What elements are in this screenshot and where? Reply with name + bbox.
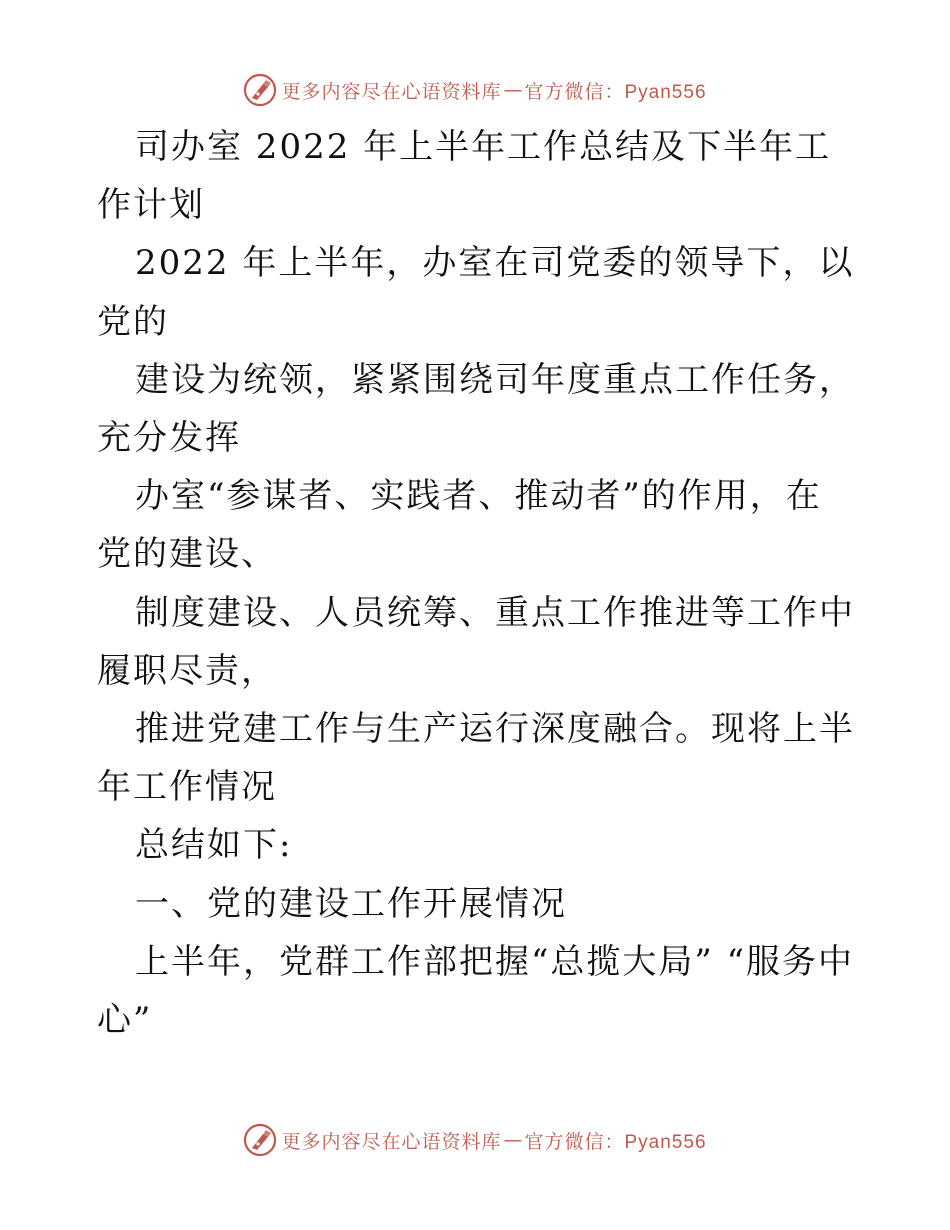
watermark-text: 更多内容尽在心语资料库 xyxy=(281,80,502,103)
paragraph: 2022 年上半年，办室在司党委的领导下，以党的 xyxy=(97,243,855,342)
pen-nib-logo-icon xyxy=(243,1123,277,1157)
section-heading: 一、党的建设工作开展情况 xyxy=(135,883,567,924)
watermark-suffix: 官方微信：Pyan556 xyxy=(524,1131,707,1153)
paragraph: 制度建设、人员统筹、重点工作推进等工作中履职尽责， xyxy=(97,592,855,691)
watermark-separator: — xyxy=(503,1129,523,1151)
paragraph: 上半年，党群工作部把握“总揽大局” “服务中心” xyxy=(97,941,854,1041)
paragraph: 办室“参谋者、实践者、推动者”的作用，在党的建设、 xyxy=(97,476,822,575)
watermark-separator: — xyxy=(503,79,523,101)
paragraph: 推进党建工作与生产运行深度融合。现将上半年工作情况 xyxy=(97,709,855,808)
header-watermark xyxy=(0,70,950,110)
doc-title: 司办室 2022 年上半年工作总结及下半年工作计划 xyxy=(97,127,832,226)
pen-nib-logo-icon xyxy=(243,73,277,107)
paragraph: 总结如下: xyxy=(135,825,293,866)
paragraph: 建设为统领，紧紧围绕司年度重点工作任务，充分发挥 xyxy=(97,359,855,459)
watermark-text: 更多内容尽在心语资料库 xyxy=(281,1130,502,1153)
document-body xyxy=(97,118,857,1049)
footer-watermark xyxy=(0,1120,950,1160)
watermark-suffix: 官方微信：Pyan556 xyxy=(524,81,707,103)
